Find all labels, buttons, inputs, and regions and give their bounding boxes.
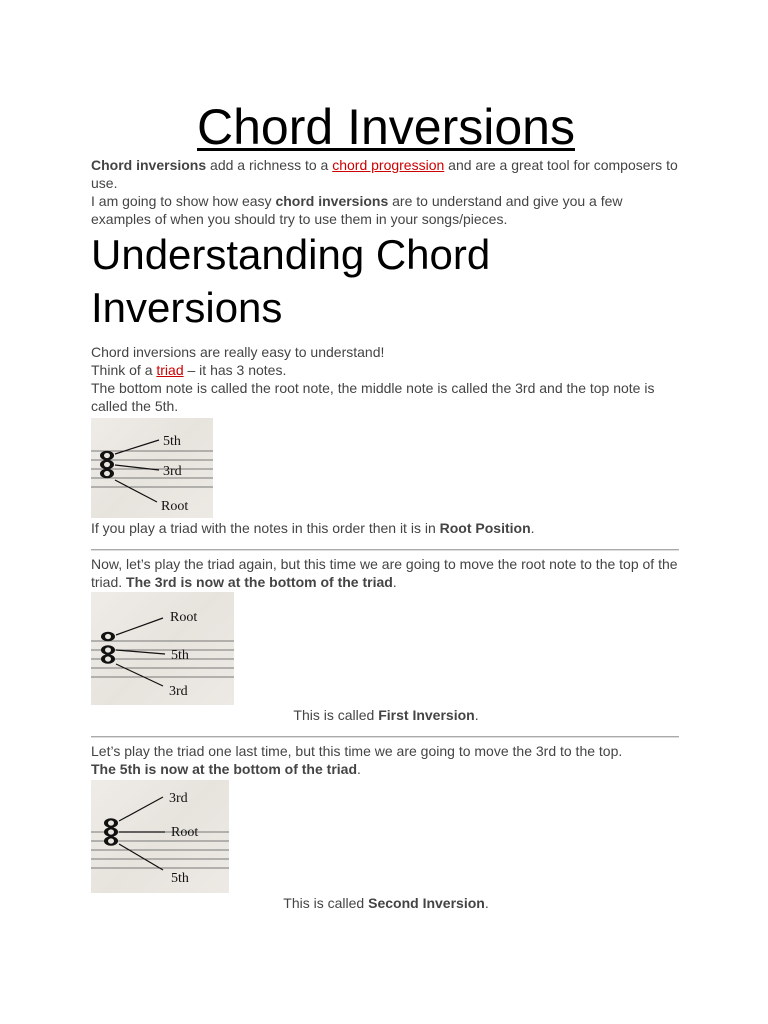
second-inversion-text: Let’s play the triad one last time, but this time we are going to move the 3rd to the top. The 5th is now at the bottom of the triad. — [91, 743, 623, 777]
first-inversion-diagram — [91, 592, 234, 705]
first-inversion-text: Now, let’s play the triad again, but this time we are going to move the root note to the top of the triad. The 3rd is now at the bottom of the triad. — [91, 556, 678, 590]
divider-1 — [91, 549, 679, 551]
intro-text — [91, 156, 681, 228]
label-3rd: 3rd — [163, 464, 182, 479]
label-3rd: 3rd — [169, 791, 188, 806]
intro-paragraph-1: Chord inversions add a richness to a chord progression and are a great tool for composers to use. — [91, 157, 678, 191]
section-line-3: The bottom note is called the root note, the middle note is called the 3rd and the top note is called the 5th. — [91, 380, 655, 414]
second-inversion-diagram — [91, 780, 229, 893]
chord-progression-link[interactable]: chord progression — [332, 157, 445, 173]
section-heading: Understanding Chord Inversions — [91, 231, 491, 331]
root-position-text: If you play a triad with the notes in this order then it is in Root Position. — [91, 520, 535, 536]
divider-2 — [91, 736, 679, 738]
label-root: Root — [171, 825, 199, 840]
section-line-2: Think of a triad – it has 3 notes. — [91, 362, 287, 378]
section-text — [91, 343, 681, 415]
label-5th: 5th — [171, 648, 189, 663]
root-position-diagram — [91, 418, 213, 518]
first-inversion-caption: This is called First Inversion. — [293, 707, 479, 723]
page-title: Chord Inversions — [197, 99, 575, 155]
label-root: Root — [170, 610, 198, 625]
label-5th: 5th — [171, 871, 189, 886]
triad-link[interactable]: triad — [156, 362, 184, 378]
second-inversion-caption: This is called Second Inversion. — [283, 895, 489, 911]
section-line-1: Chord inversions are really easy to understand! — [91, 344, 385, 360]
label-root: Root — [161, 499, 189, 514]
label-5th: 5th — [163, 434, 181, 449]
label-3rd: 3rd — [169, 684, 188, 699]
intro-paragraph-2: I am going to show how easy chord inversions are to understand and give you a few examples of when you should try to use them in your songs/pieces. — [91, 193, 623, 227]
